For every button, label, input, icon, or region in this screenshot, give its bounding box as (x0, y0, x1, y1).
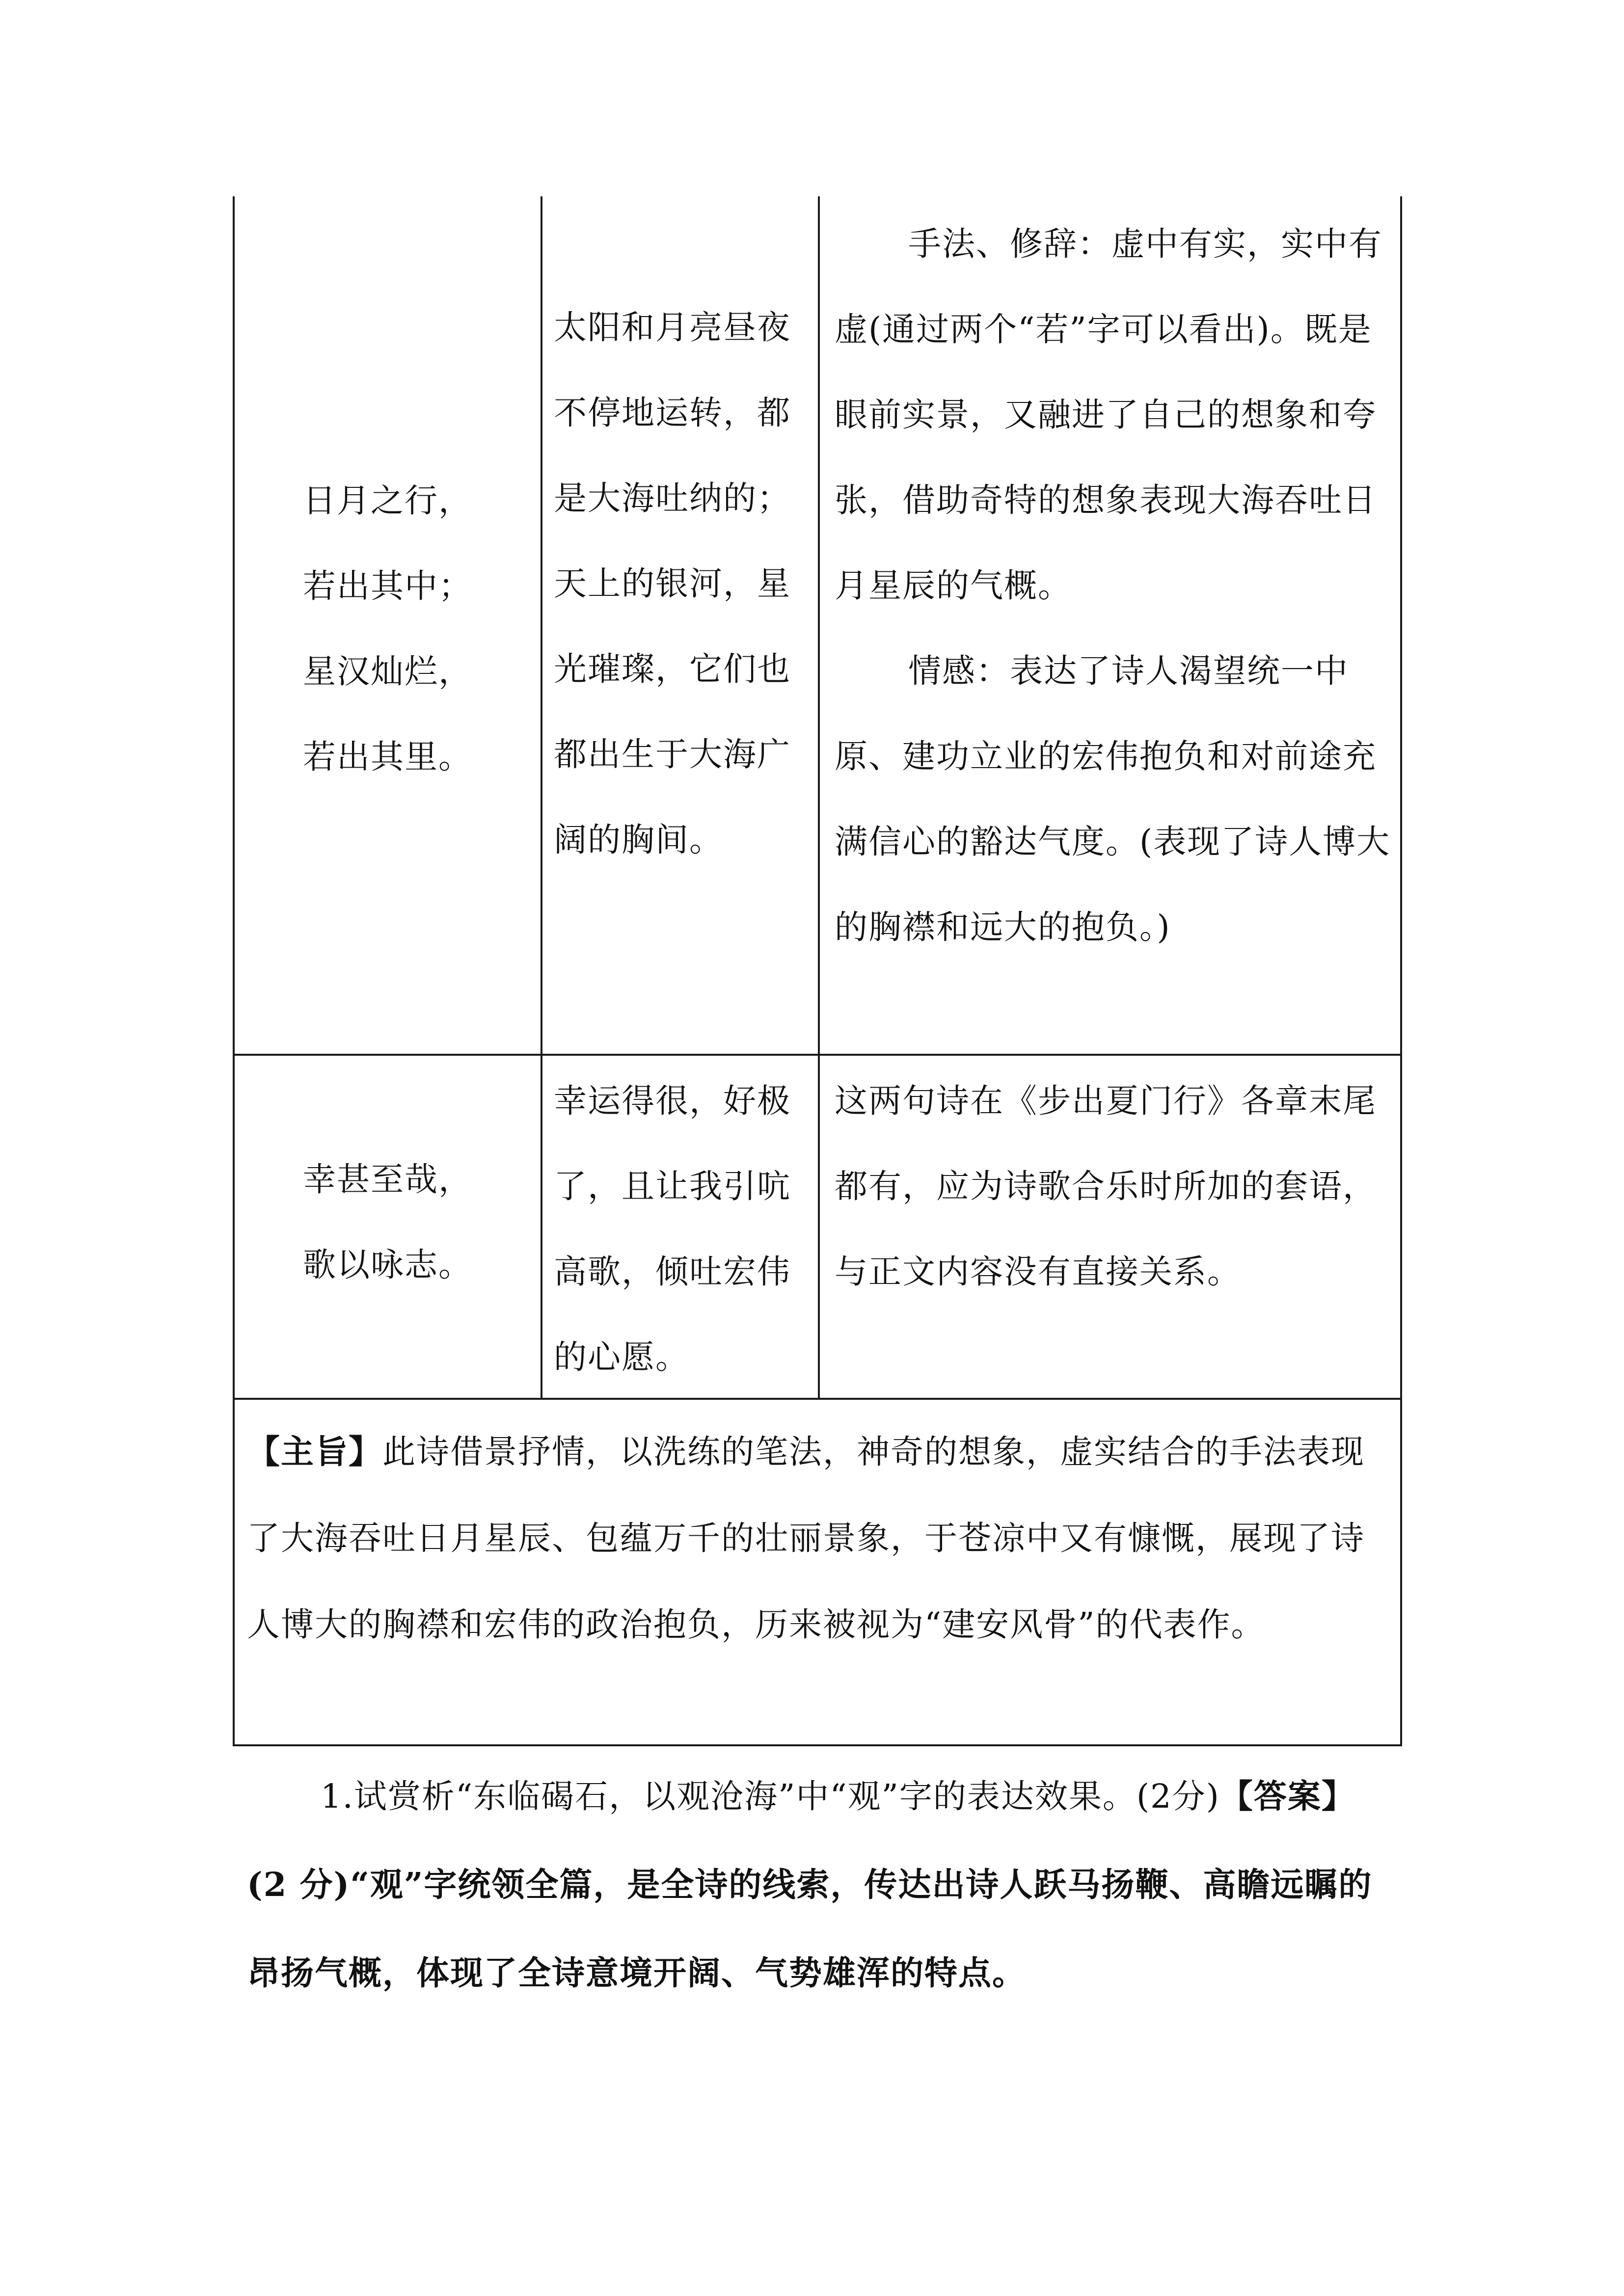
row1-original-line: 日月之行， (303, 481, 472, 520)
row1-original-cell (235, 458, 541, 800)
row1-original-line: 若出其里。 (303, 738, 472, 776)
answer-tag: 【答案】 (1219, 1777, 1355, 1815)
row1-analysis-cell (835, 201, 1399, 970)
row2-original-cell (235, 1137, 541, 1308)
row1-translation-text: 太阳和月亮昼夜不停地运转，都是大海吐纳的；天上的银河，星光璀璨，它们也都出生于大海广阔的胸间。 (554, 308, 791, 859)
row2-original-line: 歌以咏志。 (303, 1246, 472, 1284)
row1-translation-cell (554, 285, 817, 882)
question-text: 1.试赏析“东临碣石，以观沧海”中“观”字的表达效果。(2分) (321, 1777, 1220, 1815)
row2-translation-text: 幸运得很，好极了，且让我引吭高歌，倾吐宏伟的心愿。 (554, 1082, 791, 1376)
answer-text: (2 分)“观”字统领全篇，是全诗的线索，传达出诗人跃马扬鞭、高瞻远瞩的昂扬气概，体现了全诗意境开阔、气势雄浑的特点。 (247, 1865, 1373, 1992)
table-col-divider-1 (541, 196, 542, 1400)
row2-analysis-text: 这两句诗在《步出夏门行》各章末尾都有，应为诗歌合乐时所加的套语，与正文内容没有直接关系。 (835, 1082, 1377, 1291)
row1-original-line: 若出其中； (303, 567, 472, 605)
table-border-bottom (233, 1744, 1402, 1746)
table-row-divider-2 (233, 1398, 1402, 1400)
question-block (247, 1752, 1391, 2017)
row1-original-line: 星汉灿烂， (303, 652, 472, 691)
table-border-left (233, 196, 235, 1746)
row2-analysis-cell (835, 1058, 1399, 1314)
table-row-divider-1 (233, 1054, 1402, 1056)
table-col-divider-2 (818, 196, 820, 1400)
theme-text: 此诗借景抒情，以洗练的笔法，神奇的想象，虚实结合的手法表现了大海吞吐日月星辰、包蕴万千的壮丽景象，于苍凉中又有慷慨，展现了诗人博大的胸襟和宏伟的政治抱负，历来被视为“建安风骨”的代表作。 (247, 1433, 1365, 1644)
row2-translation-cell (554, 1058, 817, 1400)
theme-tag: 【主旨】 (247, 1432, 382, 1471)
theme-cell (247, 1409, 1391, 1668)
row1-analysis-emotion: 情感：表达了诗人渴望统一中原、建功立业的宏伟抱负和对前途充满信心的豁达气度。(表现了诗人博大的胸襟和远大的抱负。) (835, 652, 1391, 946)
row2-original-line: 幸甚至哉， (303, 1160, 472, 1199)
table-border-right (1400, 196, 1402, 1746)
row1-analysis-technique: 手法、修辞：虚中有实，实中有虚(通过两个“若”字可以看出)。既是眼前实景，又融进了自己的想象和夸张，借助奇特的想象表现大海吞吐日月星辰的气概。 (835, 225, 1382, 605)
